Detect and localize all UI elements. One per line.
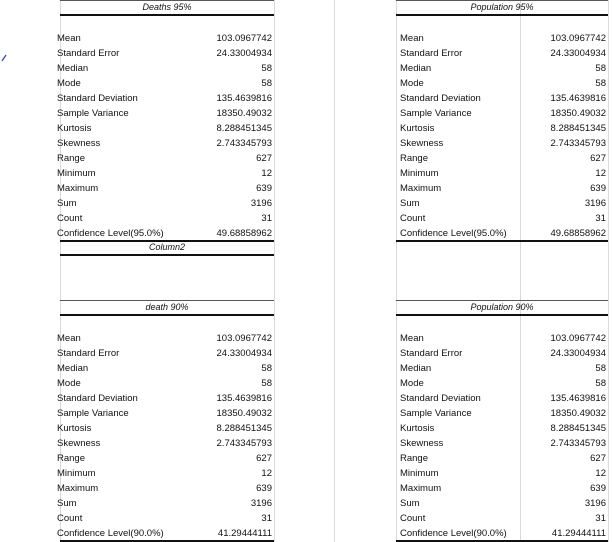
deaths-95-row-label[interactable]: Mode (57, 78, 81, 89)
population-95-row-value[interactable]: 627 (590, 153, 606, 164)
population-95-row-label[interactable]: Standard Deviation (400, 93, 481, 104)
death-90-row-label[interactable]: Sample Variance (57, 408, 129, 419)
population-95-header-top-border (396, 0, 608, 1)
population-95-row-value[interactable]: 58 (595, 63, 606, 74)
population-95-row-value[interactable]: 58 (595, 78, 606, 89)
death-90-row-value[interactable]: 627 (256, 453, 272, 464)
population-90-row-value[interactable]: 135.4639816 (550, 393, 606, 404)
death-90-row-label[interactable]: Maximum (57, 483, 99, 494)
deaths-95-row-value[interactable]: 639 (256, 183, 272, 194)
death-90-row-value[interactable]: 58 (261, 363, 272, 374)
deaths-95-row-label[interactable]: Range (57, 153, 85, 164)
death-90-row-value[interactable]: 31 (261, 513, 272, 524)
population-95-row-value[interactable]: 3196 (584, 198, 606, 209)
population-90-row-value[interactable]: 2.743345793 (550, 438, 606, 449)
death-90-row-label[interactable]: Skewness (57, 438, 101, 449)
deaths-95-row-label[interactable]: Maximum (57, 183, 99, 194)
population-90-row-value[interactable]: 12 (595, 468, 606, 479)
population-95-row-label[interactable]: Minimum (400, 168, 439, 179)
population-95-row-value[interactable]: 135.4639816 (550, 93, 606, 104)
population-95-row-label[interactable]: Skewness (400, 138, 444, 149)
population-90-row-value[interactable]: 639 (590, 483, 606, 494)
population-95-row-label[interactable]: Range (400, 153, 428, 164)
population-95-row-value[interactable]: 12 (595, 168, 606, 179)
population-95-row-label[interactable]: Standard Error (400, 48, 463, 59)
population-90-row-label[interactable]: Standard Deviation (400, 393, 481, 404)
column2-bottom-border (60, 254, 274, 256)
death-90-row-value[interactable]: 103.0967742 (216, 333, 272, 344)
death-90-row-value[interactable]: 41.29444111 (217, 528, 272, 539)
population-90-row-value[interactable]: 24.33004934 (550, 348, 606, 359)
deaths-95-row-label[interactable]: Standard Deviation (57, 93, 138, 104)
death-90-row-value[interactable]: 24.33004934 (216, 348, 272, 359)
deaths-95-row-value[interactable]: 103.0967742 (216, 33, 272, 44)
deaths-95-bottom-border (60, 240, 274, 242)
death-90-row-value[interactable]: 18350.49032 (216, 408, 272, 419)
deaths-95-row-label[interactable]: Sum (57, 198, 77, 209)
death-90-header[interactable]: death 90% (145, 302, 189, 312)
population-95-row-label[interactable]: Count (400, 213, 426, 224)
death-90-row-label[interactable]: Confidence Level(90.0%) (57, 528, 164, 539)
population-90-header-top-border (396, 300, 608, 301)
deaths-95-row-value[interactable]: 12 (261, 168, 272, 179)
deaths-95-row-value[interactable]: 627 (256, 153, 272, 164)
deaths-95-header[interactable]: Deaths 95% (142, 2, 192, 12)
death-90-row-label[interactable]: Standard Deviation (57, 393, 138, 404)
population-95-row-label[interactable]: Confidence Level(95.0%) (400, 228, 507, 239)
population-90-row-value[interactable]: 8.288451345 (550, 423, 606, 434)
death-90-header-bottom-border (60, 314, 274, 316)
deaths-95-row-value[interactable]: 31 (261, 213, 272, 224)
population-90-row-value[interactable]: 103.0967742 (550, 333, 606, 344)
population-90-row-label[interactable]: Mode (400, 378, 424, 389)
death-90-row-value[interactable]: 135.4639816 (216, 393, 272, 404)
population-90-row-label[interactable]: Skewness (400, 438, 444, 449)
death-90-header-top-border (60, 300, 274, 301)
deaths-95-row-label[interactable]: Confidence Level(95.0%) (57, 228, 164, 239)
population-95-row-value[interactable]: 2.743345793 (550, 138, 606, 149)
population-95-row-value[interactable]: 18350.49032 (550, 108, 606, 119)
death-90-row-label[interactable]: Mode (57, 378, 81, 389)
deaths-95-row-label[interactable]: Median (57, 63, 89, 74)
cursor-mark-icon (1, 54, 7, 62)
population-95-row-label[interactable]: Sum (400, 198, 420, 209)
population-90-row-label[interactable]: Kurtosis (400, 423, 435, 434)
population-95-row-label[interactable]: Maximum (400, 183, 442, 194)
population-95-header-bottom-border (396, 14, 608, 16)
population-90-row-label[interactable]: Standard Error (400, 348, 463, 359)
death-90-row-label[interactable]: Standard Error (57, 348, 120, 359)
deaths-95-row-value[interactable]: 58 (261, 78, 272, 89)
deaths-95-row-label[interactable]: Mean (57, 33, 81, 44)
population-95-header[interactable]: Population 95% (470, 2, 534, 12)
population-95-row-value[interactable]: 8.288451345 (550, 123, 606, 134)
population-90-row-label[interactable]: Mean (400, 333, 424, 344)
deaths-95-row-label[interactable]: Standard Error (57, 48, 120, 59)
population-90-row-label[interactable]: Range (400, 453, 428, 464)
population-90-row-value[interactable]: 31 (595, 513, 606, 524)
deaths-95-header-top-border (60, 0, 274, 1)
population-95-row-label[interactable]: Mean (400, 33, 424, 44)
population-95-row-label[interactable]: Kurtosis (400, 123, 435, 134)
death-90-row-label[interactable]: Median (57, 363, 89, 374)
death-90-row-label[interactable]: Mean (57, 333, 81, 344)
population-95-row-value[interactable]: 24.33004934 (550, 48, 606, 59)
deaths-95-row-value[interactable]: 3196 (250, 198, 272, 209)
death-90-row-value[interactable]: 2.743345793 (216, 438, 272, 449)
death-90-row-value[interactable]: 8.288451345 (216, 423, 272, 434)
population-95-row-value[interactable]: 31 (595, 213, 606, 224)
population-90-row-value[interactable]: 58 (595, 363, 606, 374)
deaths-95-row-label[interactable]: Skewness (57, 138, 101, 149)
population-95-row-value[interactable]: 639 (590, 183, 606, 194)
column2-header[interactable]: Column2 (148, 242, 186, 252)
deaths-95-header-bottom-border (60, 14, 274, 16)
population-95-row-value[interactable]: 103.0967742 (550, 33, 606, 44)
population-90-row-label[interactable]: Maximum (400, 483, 442, 494)
population-90-header-bottom-border (396, 314, 608, 316)
population-90-row-label[interactable]: Confidence Level(90.0%) (400, 528, 507, 539)
population-90-row-label[interactable]: Minimum (400, 468, 439, 479)
population-95-row-label[interactable]: Median (400, 63, 432, 74)
death-90-row-value[interactable]: 3196 (250, 498, 272, 509)
population-90-row-label[interactable]: Sample Variance (400, 408, 472, 419)
population-90-row-value[interactable]: 41.29444111 (551, 528, 606, 539)
population-95-row-value[interactable]: 49.68858962 (550, 228, 606, 239)
population-90-row-label[interactable]: Median (400, 363, 432, 374)
deaths-95-row-label[interactable]: Count (57, 213, 83, 224)
population-95-bottom-border (396, 240, 608, 242)
death-90-row-label[interactable]: Sum (57, 498, 77, 509)
deaths-95-row-value[interactable]: 18350.49032 (216, 108, 272, 119)
death-90-row-label[interactable]: Count (57, 513, 83, 524)
death-90-row-value[interactable]: 12 (261, 468, 272, 479)
population-95-row-label[interactable]: Mode (400, 78, 424, 89)
population-90-row-label[interactable]: Sum (400, 498, 420, 509)
deaths-95-row-label[interactable]: Minimum (57, 168, 96, 179)
deaths-95-row-value[interactable]: 49.68858962 (216, 228, 272, 239)
death-90-row-value[interactable]: 639 (256, 483, 272, 494)
deaths-95-row-label[interactable]: Sample Variance (57, 108, 129, 119)
deaths-95-row-value[interactable]: 2.743345793 (216, 138, 272, 149)
population-90-row-value[interactable]: 58 (595, 378, 606, 389)
population-90-header[interactable]: Population 90% (470, 302, 534, 312)
death-90-row-label[interactable]: Minimum (57, 468, 96, 479)
population-90-row-value[interactable]: 3196 (584, 498, 606, 509)
death-90-row-label[interactable]: Range (57, 453, 85, 464)
deaths-95-row-value[interactable]: 24.33004934 (216, 48, 272, 59)
deaths-95-row-value[interactable]: 58 (261, 63, 272, 74)
deaths-95-row-value[interactable]: 135.4639816 (216, 93, 272, 104)
death-90-row-value[interactable]: 58 (261, 378, 272, 389)
deaths-95-row-label[interactable]: Kurtosis (57, 123, 92, 134)
population-90-row-value[interactable]: 18350.49032 (550, 408, 606, 419)
death-90-row-label[interactable]: Kurtosis (57, 423, 92, 434)
deaths-95-row-value[interactable]: 8.288451345 (216, 123, 272, 134)
population-90-row-value[interactable]: 627 (590, 453, 606, 464)
population-90-row-label[interactable]: Count (400, 513, 426, 524)
population-95-row-label[interactable]: Sample Variance (400, 108, 472, 119)
